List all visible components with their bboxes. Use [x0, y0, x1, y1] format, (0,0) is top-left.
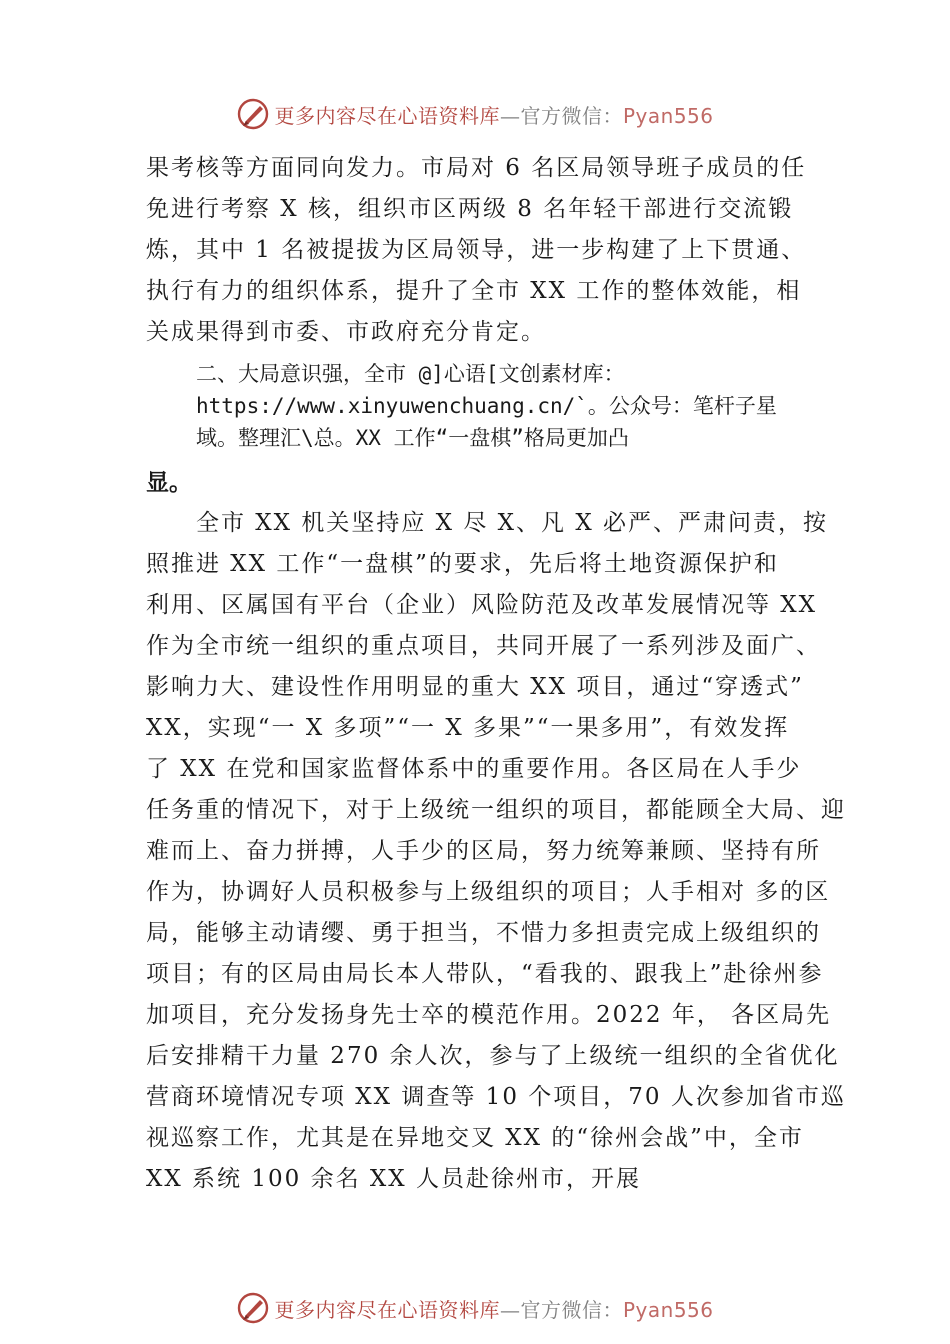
heading-line: 二、大局意识强，全市 @]心语[文创素材库：	[196, 362, 625, 386]
paragraph-1	[146, 148, 836, 353]
pen-logo-icon	[236, 1291, 270, 1325]
header-watermark-banner	[0, 94, 950, 134]
text-line: XX 系统 100 余名 XX 人员赴徐州市，开展	[146, 1166, 641, 1192]
text-line: 执行有力的组织体系，提升了全市 XX 工作的整体效能，相	[146, 278, 802, 304]
text-line: 免进行考察 X 核，组织市区两级 8 名年轻干部进行交流锻	[146, 196, 794, 222]
banner-brand: 更多内容尽在心语资料库	[274, 1297, 500, 1322]
text-line: 影响力大、建设性作用明显的重大 XX 项目，通过“穿透式”	[146, 674, 804, 700]
text-line: 了 XX 在党和国家监督体系中的重要作用。各区局在人手少	[146, 756, 802, 782]
text-line: 果考核等方面同向发力。市局对 6 名区局领导班子成员的任	[146, 155, 807, 181]
text-line: 利用、区属国有平台（企业）风险防范及改革发展情况等 XX	[146, 592, 818, 618]
text-line: 作为全市统一组织的重点项目，共同开展了一系列涉及面广、	[146, 633, 821, 659]
banner-brand: 更多内容尽在心语资料库	[274, 103, 500, 128]
section-heading	[196, 358, 836, 454]
heading-line: 域。整理汇\总。XX 工作“一盘棋”格局更加凸	[196, 426, 629, 450]
banner-separator: —官方微信：	[499, 103, 623, 128]
banner-wechat-id: Pyan556	[622, 103, 714, 128]
banner-wechat-id: Pyan556	[622, 1297, 714, 1322]
footer-watermark-banner	[0, 1288, 950, 1328]
text-line: 全市 XX 机关坚持应 X 尽 X、凡 X 必严、严肃问责，按	[196, 510, 829, 536]
text-line: 作为，协调好人员积极参与上级组织的项目；人手相对 多的区	[146, 879, 831, 905]
text-line: 炼，其中 1 名被提拔为区局领导，进一步构建了上下贯通、	[146, 237, 807, 263]
text-line: 项目；有的区局由局长本人带队，“看我的、跟我上”赴徐州参	[146, 961, 824, 987]
text-line: 任务重的情况下，对于上级统一组织的项目，都能顾全大局、迎	[146, 797, 846, 823]
text-line: 加项目，充分发扬身先士卒的模范作用。2022 年， 各区局先	[146, 1002, 832, 1028]
text-line: XX，实现“一 X 多项”“一 X 多果”“一果多用”，有效发挥	[146, 715, 790, 741]
heading-tail: 显。	[146, 469, 192, 496]
text-line: 局，能够主动请缨、勇于担当，不惜力多担责完成上级组织的	[146, 920, 821, 946]
banner-separator: —官方微信：	[499, 1297, 623, 1322]
text-line: 营商环境情况专项 XX 调查等 10 个项目，70 人次参加省市巡	[146, 1084, 846, 1110]
pen-logo-icon	[236, 97, 270, 131]
text-line: 照推进 XX 工作“一盘棋”的要求，先后将土地资源保护和	[146, 551, 779, 577]
text-line: 难而上、奋力拼搏，人手少的区局，努力统筹兼顾、坚持有所	[146, 838, 821, 864]
text-line: 后安排精干力量 270 余人次，参与了上级统一组织的全省优化	[146, 1043, 840, 1069]
footer-watermark-text	[274, 1294, 713, 1323]
text-line: 关成果得到市委、市政府充分肯定。	[146, 319, 546, 345]
header-watermark-text	[274, 100, 713, 129]
text-line: 视巡察工作，尤其是在异地交叉 XX 的“徐州会战”中，全市	[146, 1125, 804, 1151]
heading-line: https://www.xinyuwenchuang.cn/`。公众号：笔杆子星	[196, 394, 777, 418]
paragraph-2	[146, 503, 846, 1200]
